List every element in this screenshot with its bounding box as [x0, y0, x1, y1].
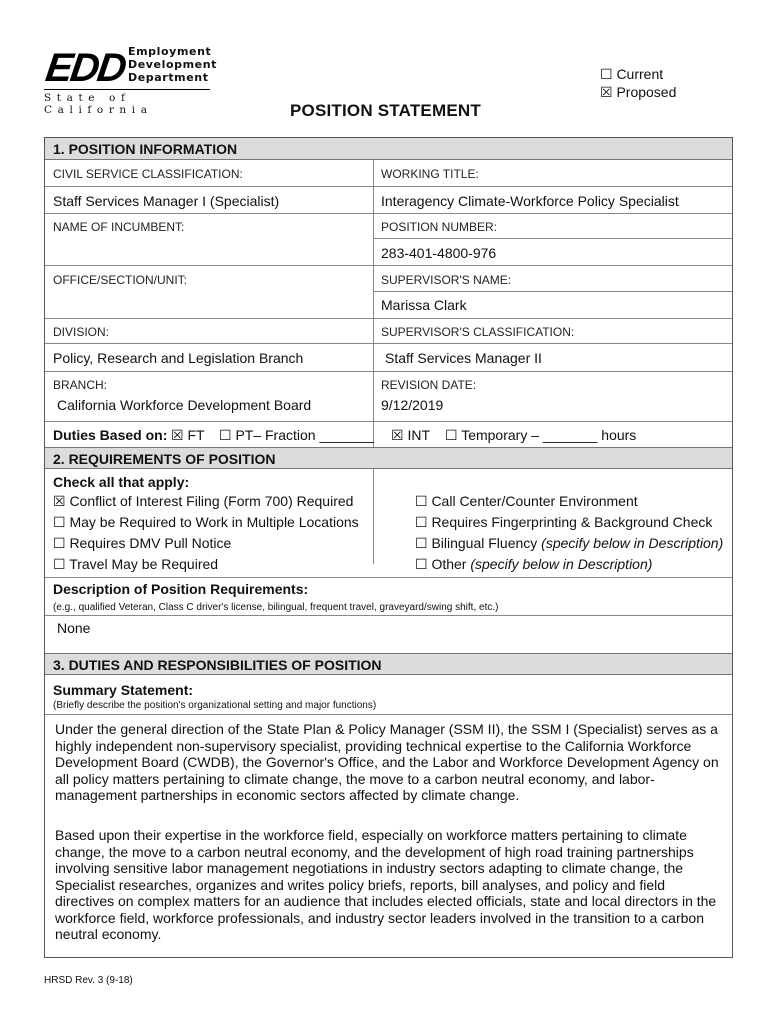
- form-revision-footer: HRSD Rev. 3 (9-18): [44, 975, 133, 986]
- req-dmv-pull-notice[interactable]: ☐ Requires DMV Pull Notice: [53, 535, 232, 551]
- civil-service-field[interactable]: Staff Services Manager I (Specialist): [53, 193, 280, 209]
- logo-acronym: EDD: [42, 46, 128, 90]
- duties-ft-checkbox[interactable]: ☒ FT: [171, 427, 205, 443]
- office-label: OFFICE/SECTION/UNIT:: [53, 273, 188, 287]
- supervisor-class-field[interactable]: Staff Services Manager II: [385, 350, 542, 366]
- revision-date-field[interactable]: 9/12/2019: [381, 397, 444, 413]
- proposed-checkbox[interactable]: ☒ Proposed: [600, 84, 677, 100]
- section-position-information: 1. POSITION INFORMATION: [45, 138, 732, 160]
- duties-int-checkbox[interactable]: ☒ INT: [391, 427, 430, 443]
- req-travel[interactable]: ☐ Travel May be Required: [53, 556, 219, 572]
- supervisor-name-field[interactable]: Marissa Clark: [381, 297, 467, 313]
- branch-field[interactable]: California Workforce Development Board: [57, 397, 312, 413]
- incumbent-label: NAME OF INCUMBENT:: [53, 220, 185, 234]
- supervisor-name-label: SUPERVISOR'S NAME:: [381, 273, 512, 287]
- position-number-field[interactable]: 283-401-4800-976: [381, 245, 497, 261]
- req-multiple-locations[interactable]: ☐ May be Required to Work in Multiple Locations: [53, 514, 359, 530]
- working-title-field[interactable]: Interagency Climate-Workforce Policy Specialist: [381, 193, 679, 209]
- logo-state: State of California: [44, 92, 153, 116]
- duties-temporary-checkbox[interactable]: ☐ Temporary – _______ hours: [445, 427, 637, 443]
- section-duties: 3. DUTIES AND RESPONSIBILITIES OF POSITION: [45, 653, 732, 675]
- req-other[interactable]: ☐ Other (specify below in Description): [415, 556, 653, 572]
- req-call-center[interactable]: ☐ Call Center/Counter Environment: [415, 493, 638, 509]
- section-requirements: 2. REQUIREMENTS OF POSITION: [45, 447, 732, 469]
- division-field[interactable]: Policy, Research and Legislation Branch: [53, 350, 304, 366]
- check-all-label: Check all that apply:: [53, 474, 190, 490]
- summary-statement-hint: (Briefly describe the position's organizational setting and major functions): [53, 700, 377, 711]
- supervisor-class-label: SUPERVISOR'S CLASSIFICATION:: [381, 325, 575, 339]
- edd-logo: [42, 44, 218, 116]
- position-statement-form: [44, 137, 733, 958]
- duties-pt-checkbox[interactable]: ☐ PT– Fraction _______: [219, 427, 374, 443]
- summary-paragraph-2[interactable]: Based upon their expertise in the workforce field, especially on workforce matters pertaining to climate change, the move to a carbon neutral economy, and the development of high road training partnerships involving sensitive labor management negotiations in industry sectors adapting to climate change, the Specialist researches, organizes and writes policy briefs, reports, bill analyses, and policy and field directives on complex matters for an audience that includes elected officials, state and local directors in the workforce field, workforce professionals, and industry sector leaders involved in the transition to a carbon neutral economy.: [55, 827, 717, 942]
- position-number-label: POSITION NUMBER:: [381, 220, 498, 234]
- logo-rule: [44, 89, 210, 90]
- desc-requirements-label: Description of Position Requirements:: [53, 581, 309, 597]
- branch-label: BRANCH:: [53, 378, 108, 392]
- column-divider: [373, 160, 374, 564]
- current-checkbox[interactable]: ☐ Current: [600, 66, 664, 82]
- working-title-label: WORKING TITLE:: [381, 167, 479, 181]
- civil-service-label: CIVIL SERVICE CLASSIFICATION:: [53, 167, 243, 181]
- status-checkboxes: [600, 65, 676, 101]
- duties-based-on-label: Duties Based on:: [53, 427, 168, 443]
- desc-requirements-hint: (e.g., qualified Veteran, Class C driver's license, bilingual, frequent travel, graveyard/swing shift, etc.): [53, 602, 499, 613]
- req-bilingual[interactable]: ☐ Bilingual Fluency (specify below in Description): [415, 535, 724, 551]
- revision-date-label: REVISION DATE:: [381, 378, 477, 392]
- summary-paragraph-1[interactable]: Under the general direction of the State Plan & Policy Manager (SSM II), the SSM I (Specialist) serves as a highly independent non-supervisory specialist, providing technical expertise to the California Workforce Development Board (CWDB), the Governor's Office, and the Labor and Workforce Development Agency on all policy matters pertaining to climate change, the move to a carbon neutral economy, and labor-management partnerships in economic sectors affected by climate change.: [55, 721, 719, 803]
- division-label: DIVISION:: [53, 325, 110, 339]
- req-fingerprinting[interactable]: ☐ Requires Fingerprinting & Background Check: [415, 514, 713, 530]
- page-title: POSITION STATEMENT: [290, 101, 481, 120]
- logo-department-name: Employment Development Department: [128, 45, 218, 84]
- desc-requirements-field[interactable]: None: [57, 620, 91, 636]
- summary-statement-label: Summary Statement:: [53, 682, 194, 698]
- req-conflict-of-interest[interactable]: ☒ Conflict of Interest Filing (Form 700) Required: [53, 493, 354, 509]
